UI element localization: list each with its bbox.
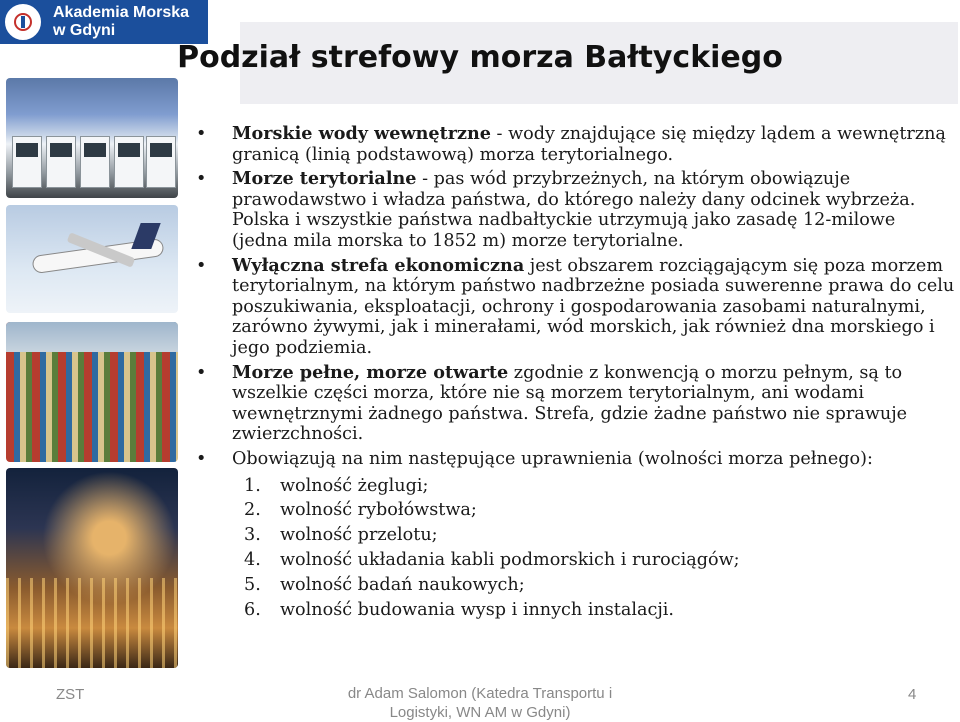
list-item (196, 575, 956, 596)
university-logo (0, 0, 208, 44)
list-item (196, 550, 956, 571)
list-text: wolność rybołówstwa; (280, 500, 477, 521)
truck-cab (146, 136, 176, 188)
truck-cab (80, 136, 110, 188)
logo-line-1: Akademia Morska (53, 4, 190, 21)
slide-content (196, 124, 956, 625)
bullet-dot-icon: • (196, 255, 207, 276)
freedoms-list (196, 476, 956, 622)
list-text: wolność badań naukowych; (280, 575, 525, 596)
page-number: 4 (908, 686, 917, 703)
airplane-photo (6, 205, 178, 313)
list-text: wolność żeglugi; (280, 475, 429, 496)
logo-text (53, 4, 189, 40)
bullet-dot-icon: • (196, 448, 207, 469)
list-number: 2. (244, 500, 261, 521)
bullet-text: jest obszarem rozciągającym się poza morzem terytorialnym, na którym państwo nadbrzeżne posiada suwerenne prawa do celu poszukiwania, eksploatacji, ochrony i gospodarowania zasobami naturalnymi, zarówno żywymi, jak i minerałami, wód morskich, jak również dna morskiego i jego podziemia. (232, 255, 955, 358)
list-text: wolność układania kabli podmorskich i rurociągów; (280, 550, 740, 571)
list-text: wolność przelotu; (280, 525, 438, 546)
university-emblem-icon (3, 2, 43, 42)
footer-author (330, 684, 630, 722)
bullet-item (196, 363, 956, 445)
footer-left-label: ZST (56, 686, 85, 703)
list-item (196, 600, 956, 621)
list-item (196, 500, 956, 521)
list-number: 3. (244, 525, 261, 546)
bullet-text: - pas wód przybrzeżnych, na którym obowiązuje prawodawstwo i władza państwa, do którego należy dany odcinek wybrzeża. Polska i wszystkie państwa nadbałtyckie utrzymują jako zasadę 12-milowe (jedna mila morska to 1852 m) morze terytorialne. (232, 169, 916, 251)
logo-line-2: w Gdyni (53, 22, 116, 39)
footer-author-line-2: Logistyki, WN AM w Gdyni) (389, 704, 571, 721)
list-number: 1. (244, 475, 261, 496)
bullet-item (196, 124, 956, 165)
list-item (196, 525, 956, 546)
list-number: 5. (244, 575, 261, 596)
footer-author-line-1: dr Adam Salomon (Katedra Transportu i (347, 685, 613, 702)
list-number: 4. (244, 550, 261, 571)
truck-cab (12, 136, 42, 188)
bullet-text: - wody znajdujące się między lądem a wewnętrzną granicą (linią podstawową) morza terytorialnego. (232, 124, 946, 165)
bullet-text: zgodnie z konwencją o morzu pełnym, są to wszelkie części morza, które nie są morzem terytorialnym, ani wodami wewnętrznymi żadnego państwa. Strefa, gdzie żadne państwo nie sprawuje zwierzchności. (232, 362, 908, 445)
bullet-term: Morze pełne, morze otwarte (232, 361, 509, 383)
bullet-term: Morze terytorialne (232, 168, 417, 190)
bullet-item (196, 169, 956, 251)
list-number: 6. (244, 600, 261, 621)
bullet-term: Morskie wody wewnętrzne (232, 123, 491, 144)
truck-cab (46, 136, 76, 188)
truck-cab (114, 136, 144, 188)
list-text: wolność budowania wysp i innych instalacji. (280, 600, 675, 621)
bullet-dot-icon: • (196, 362, 207, 383)
list-item (196, 476, 956, 497)
bullet-item (196, 449, 956, 470)
trucks-photo (6, 78, 178, 198)
slide-title: Podział strefowy morza Bałtyckiego (177, 40, 783, 75)
night-port-photo (6, 468, 178, 668)
bullet-dot-icon: • (196, 169, 207, 190)
container-port-photo (6, 322, 178, 462)
bullet-dot-icon: • (196, 124, 207, 144)
bullet-text: Obowiązują na nim następujące uprawnienia (wolności morza pełnego): (232, 448, 873, 469)
bullet-term: Wyłączna strefa ekonomiczna (232, 254, 525, 276)
bullet-item (196, 256, 956, 359)
